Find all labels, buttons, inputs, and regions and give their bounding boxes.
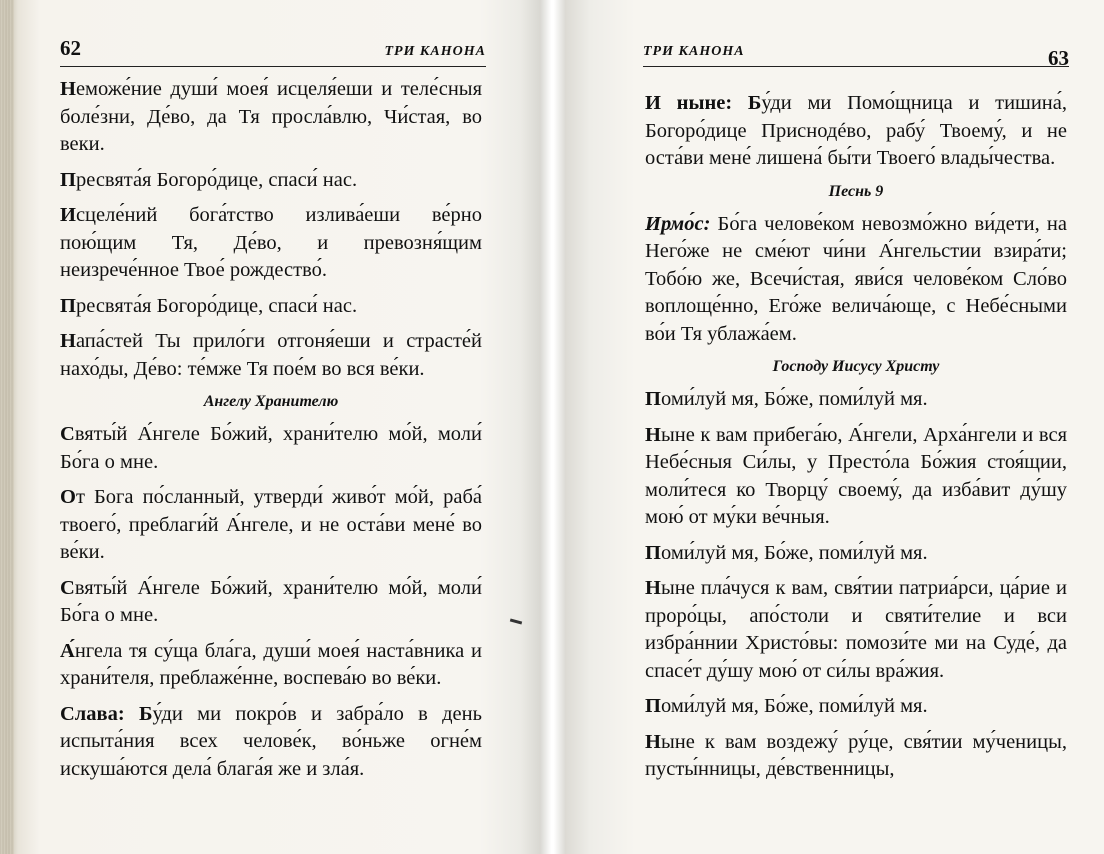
irmos-verse: [645, 211, 1067, 349]
prayer-verse: [60, 202, 482, 285]
section-heading: Песнь 9: [828, 182, 884, 200]
verse-text: ыне к вам воздежу́ ру́це, свя́тии му́ченицы, пусты́нницы, де́вственницы,: [645, 730, 1067, 780]
verse-initial: П: [645, 541, 661, 564]
prayer-verse: [60, 328, 482, 383]
verse-initial: С: [60, 576, 75, 599]
verse-initial: И: [60, 204, 76, 226]
prayer-verse: [645, 575, 1067, 685]
verse-text: оми́луй мя, Бо́же, поми́луй мя.: [660, 541, 928, 564]
running-title-left: ТРИ КАНОНА: [384, 44, 486, 59]
verse-initial: П: [645, 695, 661, 717]
running-title-right: ТРИ КАНОНА: [643, 44, 745, 59]
verse-initial: П: [645, 388, 661, 410]
verse-initial: Н: [645, 730, 661, 753]
verse-text: нгела тя су́ща бла́га, души́ моея́ наста́вника и храни́теля, преблаже́нне, воспева́ю во ве́ки.: [60, 639, 482, 689]
verse-text: вяты́й А́нгеле Бо́жий, храни́телю мо́й, моли́ Бо́га о мне.: [60, 423, 482, 473]
verse-initial: Н: [60, 78, 76, 100]
page-edge: [0, 0, 14, 854]
prayer-verse: [60, 701, 482, 784]
verse-lead-phrase: И ныне: Б: [645, 92, 762, 114]
prayer-verse: [60, 484, 482, 567]
verse-initial: А́: [60, 639, 75, 662]
page-number-left: 62: [60, 36, 81, 60]
prayer-refrain: [645, 540, 1067, 568]
verse-text: сцеле́ний бога́тство излива́еши ве́рно пою́щим Тя, Де́во, и превозня́щим неизрече́нное Твое́ рождество́.: [60, 204, 482, 281]
prayer-refrain: [645, 386, 1067, 414]
section-heading: Ангелу Хранителю: [203, 393, 339, 410]
verse-text: апа́стей Ты прило́ги отгоня́еши и страсте́й нахо́ды, Де́во: те́мже Тя пое́м во вся ве́ки.: [60, 330, 482, 380]
verse-initial: С: [60, 423, 75, 445]
verse-text: ресвята́я Богоро́дице, спаси́ нас.: [75, 168, 358, 191]
prayer-refrain: [60, 167, 482, 195]
prayer-verse: [60, 421, 482, 476]
section-heading: Господу Иисусу Христу: [772, 358, 940, 375]
verse-lead-phrase: Слава: Б: [60, 702, 153, 725]
verse-initial: Н: [60, 330, 76, 352]
verse-initial: П: [60, 294, 76, 317]
verse-text: ыне к вам прибега́ю, А́нгели, Арха́нгели и вся Небе́сныя Си́лы, у Престо́ла Бо́жия стоя́щии, моли́теся ко Творцу́ своему́, да изба́вит ду́шу мою́ от му́ки ве́чныя.: [645, 423, 1067, 528]
verse-initial: Н: [645, 423, 661, 446]
prayer-verse: [60, 76, 482, 159]
prayer-verse: [645, 90, 1067, 173]
verse-text: оми́луй мя, Бо́же, поми́луй мя.: [660, 695, 928, 717]
prayer-refrain: [645, 693, 1067, 721]
verse-text: у́ди ми покро́в и забра́ло в день испыта́ния всех челове́к, во́ньже огне́м искуша́ются дела́ блага́я же и зла́я.: [60, 702, 482, 780]
verse-initial: О: [60, 486, 76, 508]
verse-text: ресвята́я Богоро́дице, спаси́ нас.: [75, 294, 358, 317]
book-gutter: [540, 0, 565, 854]
verse-text: оми́луй мя, Бо́же, поми́луй мя.: [660, 388, 928, 410]
verse-text: Бо́га челове́ком невозмо́жно ви́дети, на Него́же не сме́ют чи́ни А́нгельстии взира́ти; Тобо́ю же, Всечи́стая, яви́ся челове́ком Сло́во воплоще́нно, Его́же велича́юще, с Небе́сными во́и Тя ублажа́ем.: [645, 212, 1067, 345]
verse-initial: П: [60, 168, 76, 191]
left-page-header: [60, 36, 486, 67]
right-page-header: [643, 36, 1069, 70]
verse-initial: Н: [645, 577, 661, 599]
left-page-body: [60, 76, 482, 791]
prayer-verse: [645, 729, 1067, 784]
verse-text: еможе́ние души́ моея́ исцеля́еши и теле́сныя боле́зни, Де́во, да Тя просла́влю, Чи́стая, во веки.: [60, 78, 482, 155]
right-page-body: [645, 90, 1067, 792]
verse-text: у́ди ми Помо́щница и тишина́, Богоро́дице Приснодéво, рабу́ Твоему́, и не оста́ви мене́ лишена́ бы́ти Твоего́ влады́чества.: [645, 92, 1067, 169]
prayer-verse: [645, 422, 1067, 532]
verse-text: вяты́й А́нгеле Бо́жий, храни́телю мо́й, моли́ Бо́га о мне.: [60, 576, 482, 626]
prayer-verse: [60, 638, 482, 693]
verse-text: т Бога по́сланный, утверди́ живо́т мо́й, раба́ твоего́, преблаги́й А́нгеле, и не оста́ви мене́ во ве́ки.: [60, 486, 482, 563]
prayer-verse: [60, 575, 482, 630]
page-number-right: 63: [1048, 46, 1069, 70]
verse-text: ыне пла́чуся к вам, свя́тии патриа́рси, ца́рие и проро́цы, апо́столи и святи́телие и вси избра́ннии Христо́вы: помози́те ми на Суде́, да спасе́т ду́шу мою́ от си́лы вра́жия.: [645, 577, 1067, 682]
prayer-refrain: [60, 293, 482, 321]
irmos-label: Ирмо́с:: [645, 212, 711, 235]
